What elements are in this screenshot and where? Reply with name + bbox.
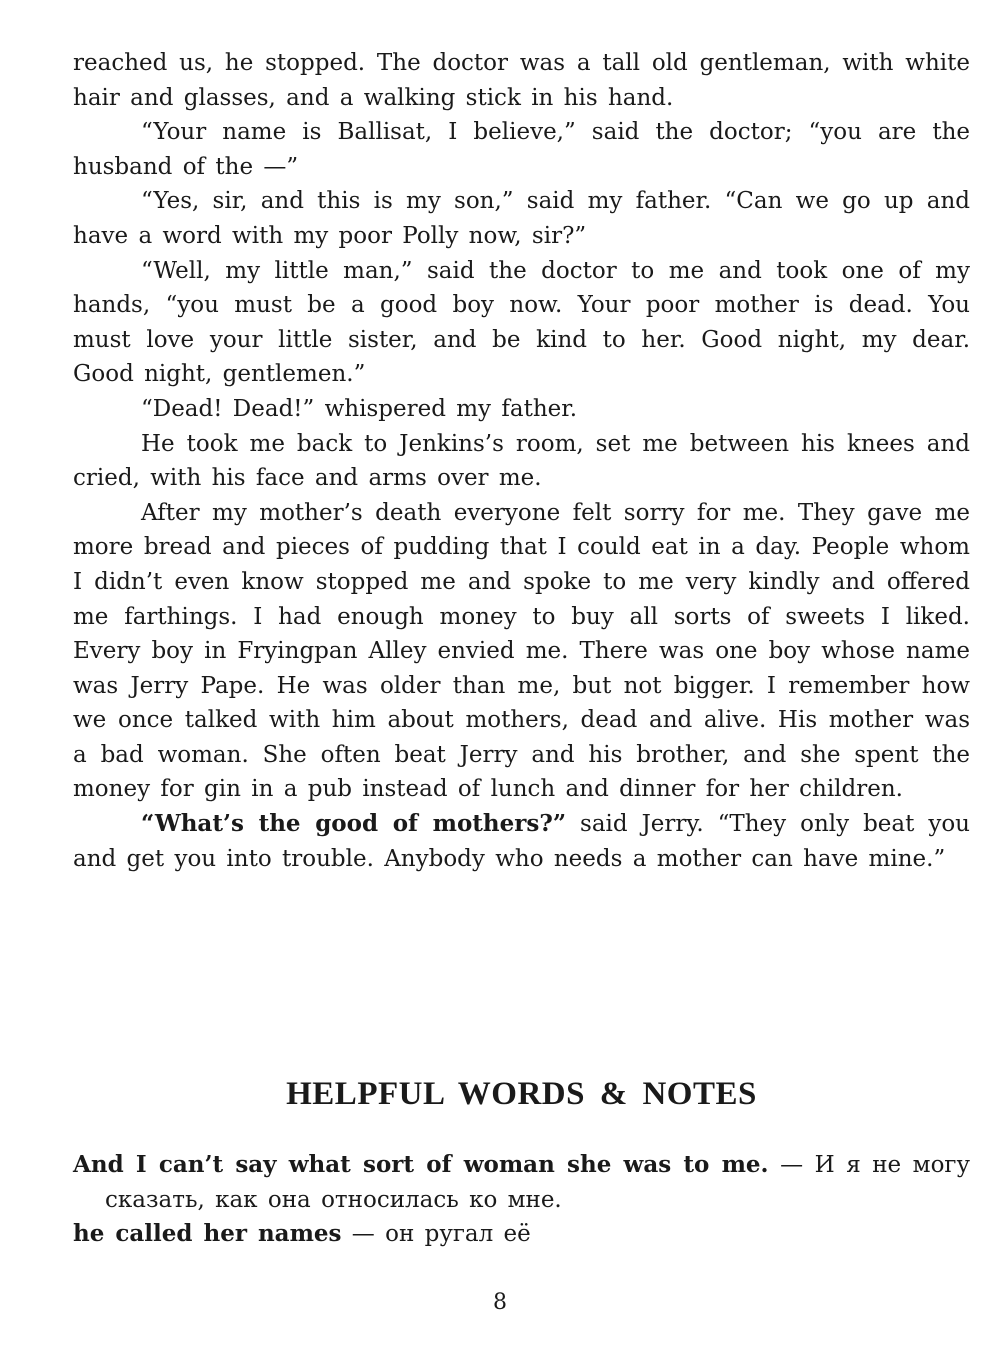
note-item	[73, 1148, 970, 1217]
page-number: 8	[493, 1290, 507, 1315]
helpful-words-heading: HELPFUL WORDS & NOTES	[286, 1076, 757, 1112]
paragraph-2: “Your name is Ballisat, I believe,” said the doctor; “you are the husband of the —”	[73, 119, 970, 180]
note-term: And I can’t say what sort of woman she was to me.	[73, 1151, 769, 1178]
page-content	[73, 46, 971, 1248]
paragraph-8-bold: “What’s the good of mothers?”	[141, 810, 567, 838]
note-translation: — он ругал её	[341, 1221, 531, 1248]
paragraph-8-rest: said Jerry. “They only beat you and get you into trouble. Anybody who needs a mother can have mine.”	[73, 811, 970, 872]
paragraph-5: “Dead! Dead!” whispered my father.	[141, 395, 578, 422]
story-text	[73, 46, 970, 876]
paragraph-7: After my mother’s death everyone felt sorry for me. They gave me more bread and pieces of pudding that I could eat in a day. People whom I didn’t even know stopped me and spoke to me very kindly and offered me farthings. I had enough money to buy all sorts of sweets I liked. Every boy in Fryingpan Alley envied me. There was one boy whose name was Jerry Pape. He was older than me, but not bigger. I remember how we once talked with him about mothers, dead and alive. His mother was a bad woman. She often beat Jerry and his brother, and she spent the money for gin in a pub instead of lunch and dinner for her children.	[73, 499, 970, 803]
paragraph-6: He took me back to Jenkins’s room, set me between his knees and cried, with his face and arms over me.	[73, 430, 970, 492]
paragraph-3: “Yes, sir, and this is my son,” said my father. “Can we go up and have a word with my poor Polly now, sir?”	[73, 188, 970, 249]
paragraph-1: reached us, he stopped. The doctor was a tall old gentleman, with white hair and glasses, and a walking stick in his hand.	[73, 50, 970, 111]
notes-list	[73, 1148, 970, 1252]
note-item	[73, 1217, 970, 1252]
note-translation: — И я не могу сказать, как она относилась ко мне.	[105, 1152, 971, 1213]
note-term: he called her names	[73, 1220, 342, 1248]
paragraph-8	[73, 807, 970, 876]
paragraph-4: “Well, my little man,” said the doctor to me and took one of my hands, “you must be a good boy now. Your poor mother is dead. You must love your little sister, and be kind to her. Good night, my dear. Good night, gentlemen.”	[73, 257, 970, 388]
